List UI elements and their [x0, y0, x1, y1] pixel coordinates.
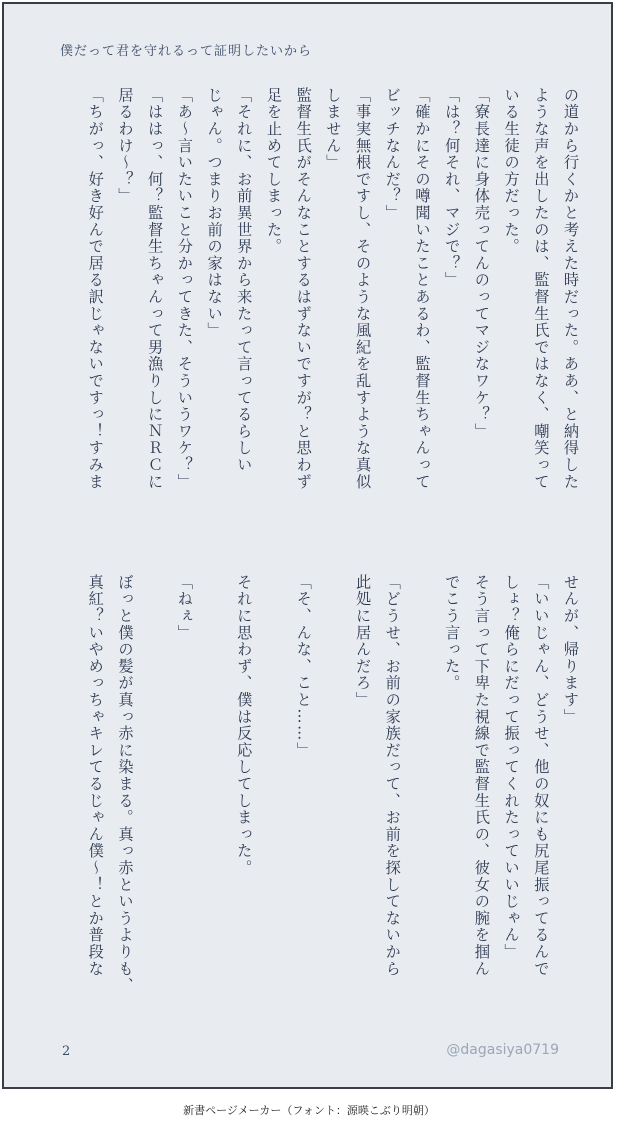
text-line — [318, 574, 348, 1024]
text-line: ような声を出したのは、監督生氏ではなく、嘲笑って — [532, 87, 551, 491]
text-line: それに思わず、僕は反応してしまった。 — [235, 574, 254, 877]
text-line: 「は？何それ、マジで？」 — [443, 87, 462, 289]
text-line: ビッチなんだ？」 — [383, 87, 402, 222]
text-line: ぼっと僕の髪が真っ赤に染まる。真っ赤というよりも、 — [116, 574, 135, 994]
text-line: 監督生氏がそんなことするはずないですが？と思わず — [294, 87, 313, 491]
text-line: 「そ、んな、こと……」 — [294, 574, 313, 759]
text-line: 「ねぇ」 — [175, 574, 194, 642]
text-line: 「どうせ、お前の家族だって、お前を探してないから — [383, 574, 402, 978]
text-line: せんが、帰ります」 — [562, 574, 580, 726]
page-number: 2 — [62, 1044, 71, 1059]
lower-text-block — [80, 574, 585, 1024]
running-title: 僕だって君を守れるって証明したいから — [60, 44, 313, 59]
text-line: の道から行くかと考えた時だった。ああ、と納得した — [562, 87, 580, 491]
text-line: 「それに、お前異世界から来たって言ってるらしい — [235, 87, 254, 474]
text-line: 「あ～言いたいこと分かってきた、そういうワケ？」 — [175, 87, 194, 491]
text-line: 「ちがっ、好き好んで居る訳じゃないですっ！すみま — [86, 87, 105, 491]
text-line: 足を止めてしまった。 — [264, 87, 283, 255]
upper-text-block — [80, 87, 585, 537]
text-line — [139, 574, 169, 1024]
text-line: 「寮長達に身体売ってんのってマジなワケ？」 — [472, 87, 491, 440]
text-line: 此処に居んだろ」 — [354, 574, 373, 709]
text-line: しません」 — [324, 87, 343, 171]
generator-credit: 新書ページメーカー（フォント：源暎こぶり明朝） — [183, 1104, 435, 1117]
text-line: でこう言った。 — [443, 574, 462, 692]
text-line: 居るわけ～？」 — [116, 87, 135, 205]
author-handle: @dagasiya0719 — [446, 1042, 559, 1058]
text-line — [258, 574, 288, 1024]
text-line: 「事実無根ですし、そのような風紀を乱すような真似 — [354, 87, 373, 491]
text-line: 「ははっ、何？監督生ちゃんって男漁りしにＮＲＣに — [146, 87, 165, 491]
text-line: 「確かにその噂聞いたことあるわ、監督生ちゃんって — [413, 87, 432, 491]
text-line: しょ？俺らにだって振ってくれたっていいじゃん」 — [502, 574, 521, 961]
text-line: いる生徒の方だった。 — [502, 87, 521, 255]
text-line — [407, 574, 437, 1024]
text-line: じゃん。つまりお前の家はない」 — [205, 87, 224, 339]
text-line: 「いいじゃん、どうせ、他の奴にも尻尾振ってるんで — [532, 574, 551, 978]
text-line: そう言って下卑た視線で監督生氏の、彼女の腕を掴ん — [472, 574, 491, 978]
text-line — [199, 574, 229, 1024]
book-page — [2, 2, 613, 1089]
text-line: 真紅？いやめっちゃキレてるじゃん僕～！とか普段な — [86, 574, 105, 978]
